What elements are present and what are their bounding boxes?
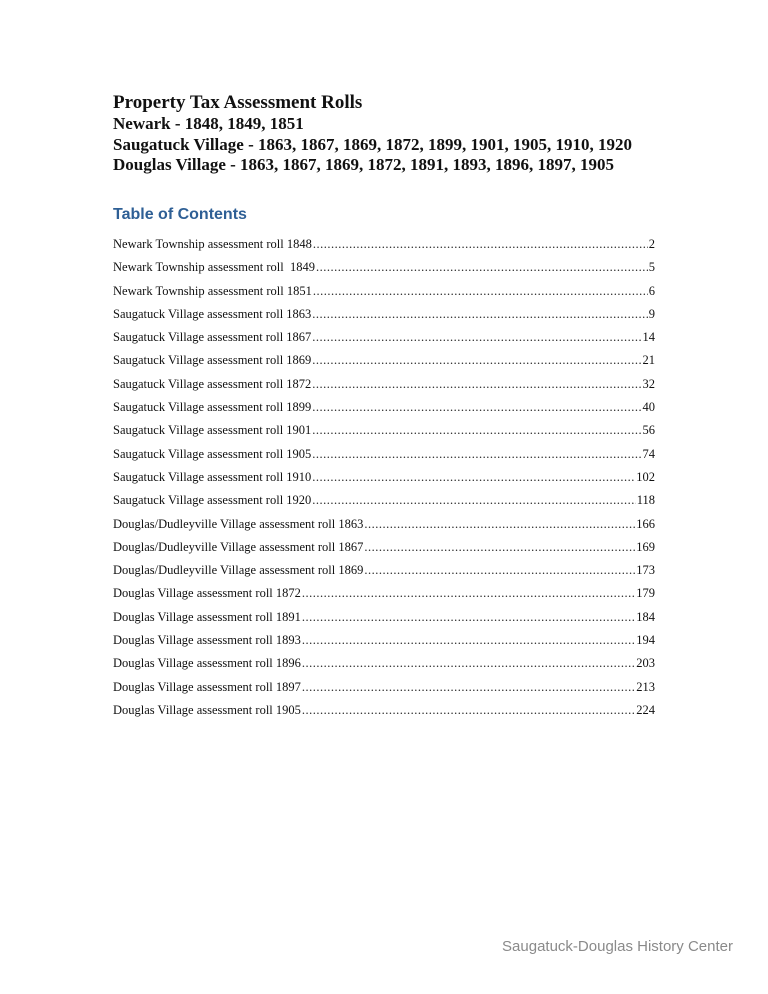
toc-dot-leader xyxy=(364,515,635,533)
toc-page-number: 74 xyxy=(642,446,655,461)
toc-entry[interactable] xyxy=(113,584,655,607)
toc-dot-leader xyxy=(312,351,641,369)
toc-entry-title: Douglas Village assessment roll 1891 xyxy=(113,609,301,624)
toc-entry-title: Newark Township assessment roll 1848 xyxy=(113,237,312,251)
toc-page-number: 5 xyxy=(648,260,655,275)
toc-page-number: 6 xyxy=(648,283,655,298)
toc-entry-title: Douglas/Dudleyville Village assessment roll 1867 xyxy=(113,539,364,554)
toc-entry[interactable] xyxy=(113,515,655,538)
toc-dot-leader xyxy=(302,631,635,649)
footer-watermark: Saugatuck-Douglas History Center xyxy=(502,938,733,955)
toc-page-number: 173 xyxy=(636,563,655,578)
toc-entry[interactable] xyxy=(113,538,655,561)
toc-entry-title: Newark Township assessment roll 1851 xyxy=(113,283,312,298)
toc-entry[interactable] xyxy=(113,282,655,305)
toc-entry-title: Saugatuck Village assessment roll 1872 xyxy=(113,376,312,391)
toc-page-number: 224 xyxy=(636,702,655,717)
toc-entry-title: Douglas Village assessment roll 1897 xyxy=(113,679,301,694)
toc-page-number: 14 xyxy=(642,330,655,345)
toc-entry-title: Saugatuck Village assessment roll 1920 xyxy=(113,493,312,508)
toc-entry-title: Saugatuck Village assessment roll 1869 xyxy=(113,353,312,368)
toc-entry[interactable] xyxy=(113,235,655,258)
toc-entry[interactable] xyxy=(113,608,655,631)
toc-entry[interactable] xyxy=(113,375,655,398)
toc-dot-leader xyxy=(364,538,635,556)
toc-heading: Table of Contents xyxy=(113,206,247,223)
document-title: Property Tax Assessment Rolls xyxy=(113,92,363,113)
toc-entry-title: Saugatuck Village assessment roll 1901 xyxy=(113,423,312,438)
toc-entry[interactable] xyxy=(113,491,655,514)
toc-page-number: 102 xyxy=(636,469,655,484)
toc-dot-leader xyxy=(312,445,641,463)
toc-entry-title: Douglas/Dudleyville Village assessment roll 1869 xyxy=(113,563,364,578)
toc-entry[interactable] xyxy=(113,398,655,421)
subtitle-saugatuck: Saugatuck Village - 1863, 1867, 1869, 1872, 1899, 1901, 1905, 1910, 1920 xyxy=(113,134,632,154)
toc-page-number: 169 xyxy=(636,539,655,554)
toc-page-number: 179 xyxy=(636,586,655,601)
toc-entry[interactable] xyxy=(113,258,655,281)
table-of-contents xyxy=(113,235,655,724)
subtitle-newark: Newark - 1848, 1849, 1851 xyxy=(113,114,304,133)
toc-entry-title: Saugatuck Village assessment roll 1910 xyxy=(113,469,312,484)
toc-entry-title: Saugatuck Village assessment roll 1867 xyxy=(113,330,312,345)
toc-dot-leader xyxy=(313,235,648,253)
toc-page-number: 194 xyxy=(636,633,655,648)
toc-page-number: 40 xyxy=(642,400,655,415)
toc-dot-leader xyxy=(312,421,641,439)
toc-entry[interactable] xyxy=(113,351,655,374)
toc-page-number: 32 xyxy=(642,376,655,391)
toc-entry[interactable] xyxy=(113,701,655,724)
toc-entry[interactable] xyxy=(113,305,655,328)
toc-dot-leader xyxy=(302,701,635,719)
toc-entry[interactable] xyxy=(113,561,655,584)
toc-dot-leader xyxy=(302,654,635,672)
toc-entry-title: Saugatuck Village assessment roll 1863 xyxy=(113,306,312,321)
toc-entry-title: Douglas Village assessment roll 1893 xyxy=(113,633,301,648)
toc-entry[interactable] xyxy=(113,328,655,351)
toc-page-number: 184 xyxy=(636,609,655,624)
toc-page-number: 118 xyxy=(636,493,655,508)
toc-entry-title: Douglas Village assessment roll 1905 xyxy=(113,702,301,717)
toc-entry[interactable] xyxy=(113,631,655,654)
toc-entry-title: Saugatuck Village assessment roll 1899 xyxy=(113,400,312,415)
toc-dot-leader xyxy=(302,584,635,602)
toc-entry-title: Newark Township assessment roll 1849 xyxy=(113,260,315,275)
toc-dot-leader xyxy=(312,491,635,509)
toc-dot-leader xyxy=(312,398,641,416)
document-header xyxy=(113,92,673,176)
toc-dot-leader xyxy=(312,375,641,393)
toc-page-number: 56 xyxy=(642,423,655,438)
toc-entry[interactable] xyxy=(113,678,655,701)
toc-entry[interactable] xyxy=(113,421,655,444)
toc-entry[interactable] xyxy=(113,445,655,468)
toc-dot-leader xyxy=(313,282,648,300)
subtitle-douglas: Douglas Village - 1863, 1867, 1869, 1872, 1891, 1893, 1896, 1897, 1905 xyxy=(113,155,615,174)
toc-page-number: 21 xyxy=(642,353,655,368)
toc-dot-leader xyxy=(312,328,641,346)
toc-dot-leader xyxy=(364,561,635,579)
toc-page-number: 9 xyxy=(648,306,655,321)
toc-entry-title: Douglas Village assessment roll 1872 xyxy=(113,586,301,601)
toc-entry-title: Douglas/Dudleyville Village assessment roll 1863 xyxy=(113,516,364,531)
toc-dot-leader xyxy=(312,468,635,486)
toc-page-number: 213 xyxy=(636,679,655,694)
toc-dot-leader xyxy=(312,305,647,323)
toc-entry-title: Douglas Village assessment roll 1896 xyxy=(113,656,301,671)
toc-page-number: 203 xyxy=(636,656,655,671)
toc-dot-leader xyxy=(316,258,648,276)
toc-page-number: 166 xyxy=(636,516,655,531)
toc-entry[interactable] xyxy=(113,654,655,677)
toc-entry[interactable] xyxy=(113,468,655,491)
toc-entry-title: Saugatuck Village assessment roll 1905 xyxy=(113,446,312,461)
toc-dot-leader xyxy=(302,678,635,696)
toc-dot-leader xyxy=(302,608,635,626)
toc-page-number: 2 xyxy=(648,237,655,251)
